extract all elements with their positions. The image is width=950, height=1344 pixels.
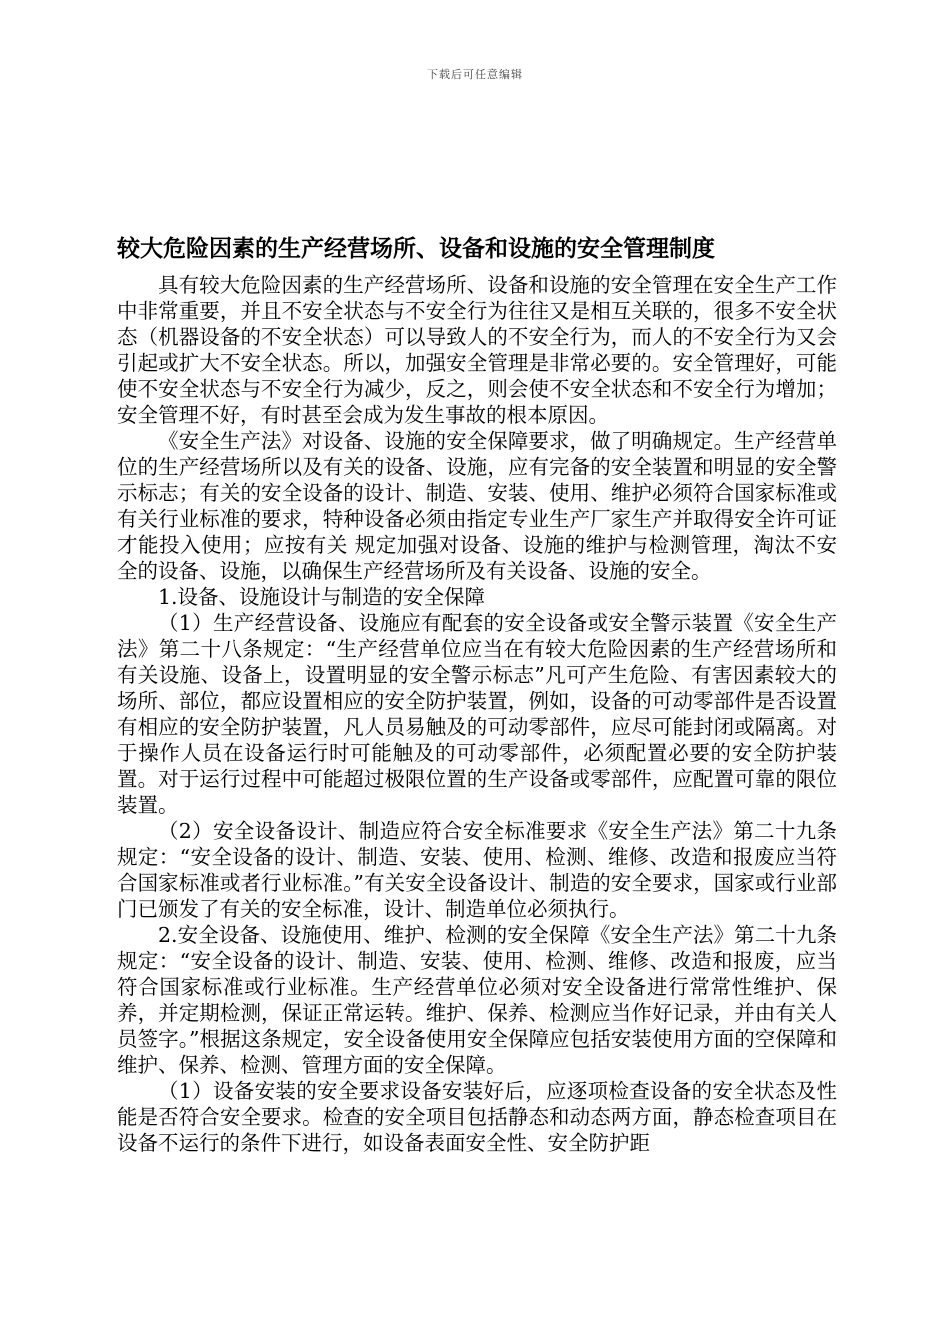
document-title: 较大危险因素的生产经营场所、设备和设施的安全管理制度 bbox=[117, 236, 715, 262]
paragraph-law-requirements: 《安全生产法》对设备、设施的安全保障要求，做了明确规定。生产经营单位的生产经营场所以及有关的设备、设施，应有完备的安全装置和明显的安全警示标志；有关的安全设备的设计、制造、安装、使用、维护必须符合国家标准或有关行业标准的要求，特种设备必须由指定专业生产厂家生产并取得安全许可证才能投入使用；应按有关 规定加强对设备、设施的维护与检测管理，淘汰不安全的设备、设施，以确保生产经营场所及有关设备、设施的安全。 bbox=[117, 429, 837, 583]
page-header-note: 下载后可任意编辑 bbox=[427, 68, 523, 81]
section-paragraph-2: 2.安全设备、设施使用、维护、检测的安全保障《安全生产法》第二十九条规定：“安全设备的设计、制造、安装、使用、检测、维修、改造和报废，应当符合国家标准或行业标准。生产经营单位必须对安全设备进行常常性维护、保养，并定期检测，保证正常运转。维护、保养、检测应当作好记录，并由有关人员签字。”根据这条规定，安全设备使用安全保障应包括安装使用方面的空保障和维护、保养、检测、管理方面的安全保障。 bbox=[117, 923, 837, 1077]
paragraph-1-2: （2）安全设备设计、制造应符合安全标准要求《安全生产法》第二十九条规定：“安全设备的设计、制造、安装、使用、检测、维修、改造和报废应当符合国家标准或者行业标准。”有关安全设备设计、制造的安全要求，国家或行业部门已颁发了有关的安全标准，设计、制造单位必须执行。 bbox=[117, 819, 837, 921]
paragraph-intro: 具有较大危险因素的生产经营场所、设备和设施的安全管理在安全生产工作中非常重要，并且不安全状态与不安全行为往往又是相互关联的，很多不安全状态（机器设备的不安全状态）可以导致人的不安全行为，而人的不安全行为又会引起或扩大不安全状态。所以，加强安全管理是非常必要的。安全管理好，可能使不安全状态与不安全行为减少，反之，则会使不安全状态和不安全行为增加；安全管理不好，有时甚至会成为发生事故的根本原因。 bbox=[117, 273, 837, 427]
paragraph-2-1: （1）设备安装的安全要求设备安装好后，应逐项检查设备的安全状态及性能是否符合安全要求。检查的安全项目包括静态和动态两方面，静态检查项目在设备不运行的条件下进行，如设备表面安全性、安全防护距 bbox=[117, 1079, 837, 1155]
document-body bbox=[117, 234, 837, 1156]
paragraph-1-1: （1）生产经营设备、设施应有配套的安全设备或安全警示装置《安全生产法》第二十八条规定：“生产经营单位应当在有较大危险因素的生产经营场所和有关设施、设备上，设置明显的安全警示标志”凡可产生危险、有害因素较大的场所、部位，都应设置相应的安全防护装置，例如，设备的可动零部件是否设置有相应的安全防护装置，凡人员易触及的可动零部件，应尽可能封闭或隔离。对于操作人员在设备运行时可能触及的可动零部件，必须配置必要的安全防护装置。对于运行过程中可能超过极限位置的生产设备或零部件，应配置可靠的限位装置。 bbox=[117, 611, 837, 817]
section-heading-1: 1.设备、设施设计与制造的安全保障 bbox=[158, 585, 486, 609]
